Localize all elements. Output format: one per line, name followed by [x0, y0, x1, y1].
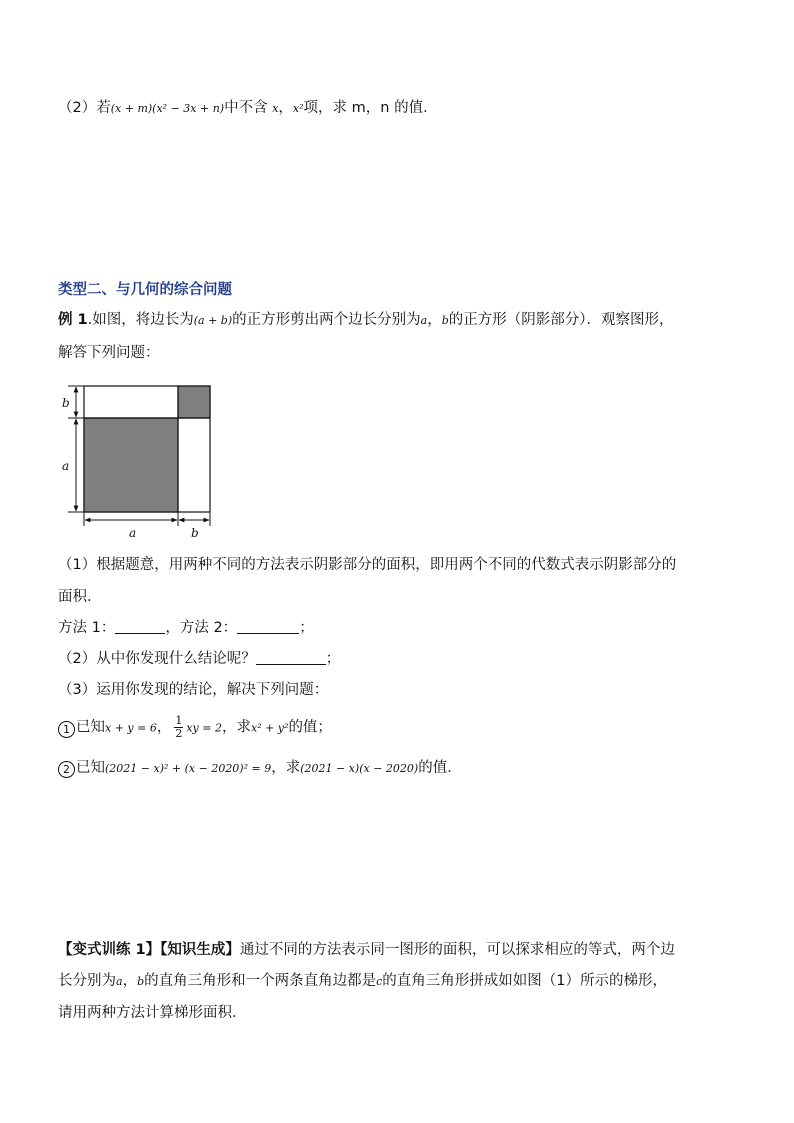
variant1-var-b: b	[137, 975, 145, 988]
method2-blank[interactable]	[237, 619, 299, 634]
sub2-target: (2021 − x)(x − 2020)	[300, 762, 419, 775]
sub2-end: 的值．	[418, 760, 462, 776]
sub1-target: x² + y²	[250, 721, 289, 735]
variant1-text2b: 的直角三角形和一个两条直角边都是	[144, 973, 377, 989]
sub1-eq2: xy = 2	[186, 721, 222, 735]
q2-expression: (x + m)(x² − 3x + n)	[110, 102, 225, 115]
part2-line	[58, 649, 340, 669]
methods-line	[58, 618, 314, 638]
example1-expr-ab: (a + b)	[193, 314, 233, 327]
sub2-eq: (2021 − x)² + (x − 2020)² = 9	[105, 762, 272, 775]
part2-end: ；	[325, 651, 341, 667]
variant1-line3: 请用两种方法计算梯形面积．	[58, 1005, 247, 1021]
variant1-line2	[58, 971, 667, 992]
variant1-var-c: c	[376, 975, 383, 988]
label-a-left: a	[62, 459, 70, 473]
sub2-line	[58, 758, 462, 779]
part1-line1: （1）根据题意，用两种不同的方法表示阴影部分的面积，即用两个不同的代数式表示阴影部分的	[58, 557, 677, 573]
question-2-line: （2）若(x + m)(x² − 3x + n)中不含 x，x²项，求 m，n 的值．	[58, 100, 438, 116]
part2-blank[interactable]	[256, 650, 326, 665]
sub1-eq1: x + y = 6	[105, 721, 157, 735]
method1-label: 方法 1：	[58, 620, 116, 636]
variant1-var-a: a	[116, 975, 123, 988]
fraction-one-half	[174, 715, 183, 740]
variant1-sep: ，	[122, 973, 138, 989]
q2-prefix: （2）若	[58, 100, 111, 116]
example1-var-a: a	[420, 314, 428, 327]
method-end: ；	[299, 620, 314, 636]
part3-line: （3）运用你发现的结论，解决下列问题：	[58, 682, 329, 698]
example1-label: 例 1	[58, 312, 88, 328]
square-figure	[56, 378, 216, 540]
example1-line1	[58, 310, 674, 331]
frac-denominator: 2	[175, 727, 183, 740]
sub1-known: 已知	[76, 719, 105, 736]
example1-text-b: 的正方形剪出两个边长分别为	[232, 312, 421, 328]
variant1-line1	[58, 940, 675, 960]
example1-text-a: .如图，将边长为	[87, 312, 194, 328]
sub1-line	[58, 715, 332, 740]
example1-var-b: b	[441, 314, 449, 327]
label-b-bottom: b	[191, 526, 199, 540]
variant1-text2a: 长分别为	[58, 973, 116, 989]
example1-line2: 解答下列问题：	[58, 345, 160, 361]
variant1-text1: 通过不同的方法表示同一图形的面积，可以探求相应的等式，两个边	[239, 942, 675, 958]
label-a-bottom: a	[129, 526, 137, 540]
sub2-ask: ，求	[271, 760, 301, 776]
circle-number-2: 2	[58, 761, 75, 778]
example1-sep: ，	[427, 312, 442, 328]
part1-line2: 面积．	[58, 589, 102, 605]
sub2-known: 已知	[76, 760, 105, 776]
sub1-ask: ，求	[221, 719, 251, 736]
frac-numerator: 1	[175, 714, 183, 727]
section-heading: 类型二、与几何的综合问题	[58, 282, 232, 298]
shaded-square-a	[84, 418, 178, 512]
example1-text-c: 的正方形（阴影部分）．观察图形，	[448, 312, 674, 328]
q2-mid: 中不含	[224, 100, 268, 116]
sub1-end: 的值；	[288, 719, 332, 736]
variant1-text2c: 的直角三角形拼成如如图（1）所示的梯形，	[382, 973, 668, 989]
method2-label: 方法 2：	[179, 620, 238, 636]
variant1-label: 【变式训练 1】【知识生成】	[58, 942, 240, 958]
q2-x2: x²	[292, 102, 304, 115]
method-comma: ，	[165, 620, 180, 636]
label-b-left: b	[62, 396, 70, 410]
sub1-sep: ，	[156, 719, 172, 736]
circle-number-1: 1	[58, 721, 75, 738]
method1-blank[interactable]	[115, 619, 165, 634]
q2-x: x	[272, 102, 279, 115]
shaded-square-b	[178, 386, 210, 418]
q2-suffix: 项，求 m，n 的值．	[303, 100, 438, 116]
part2-text: （2）从中你发现什么结论呢？	[58, 651, 256, 667]
